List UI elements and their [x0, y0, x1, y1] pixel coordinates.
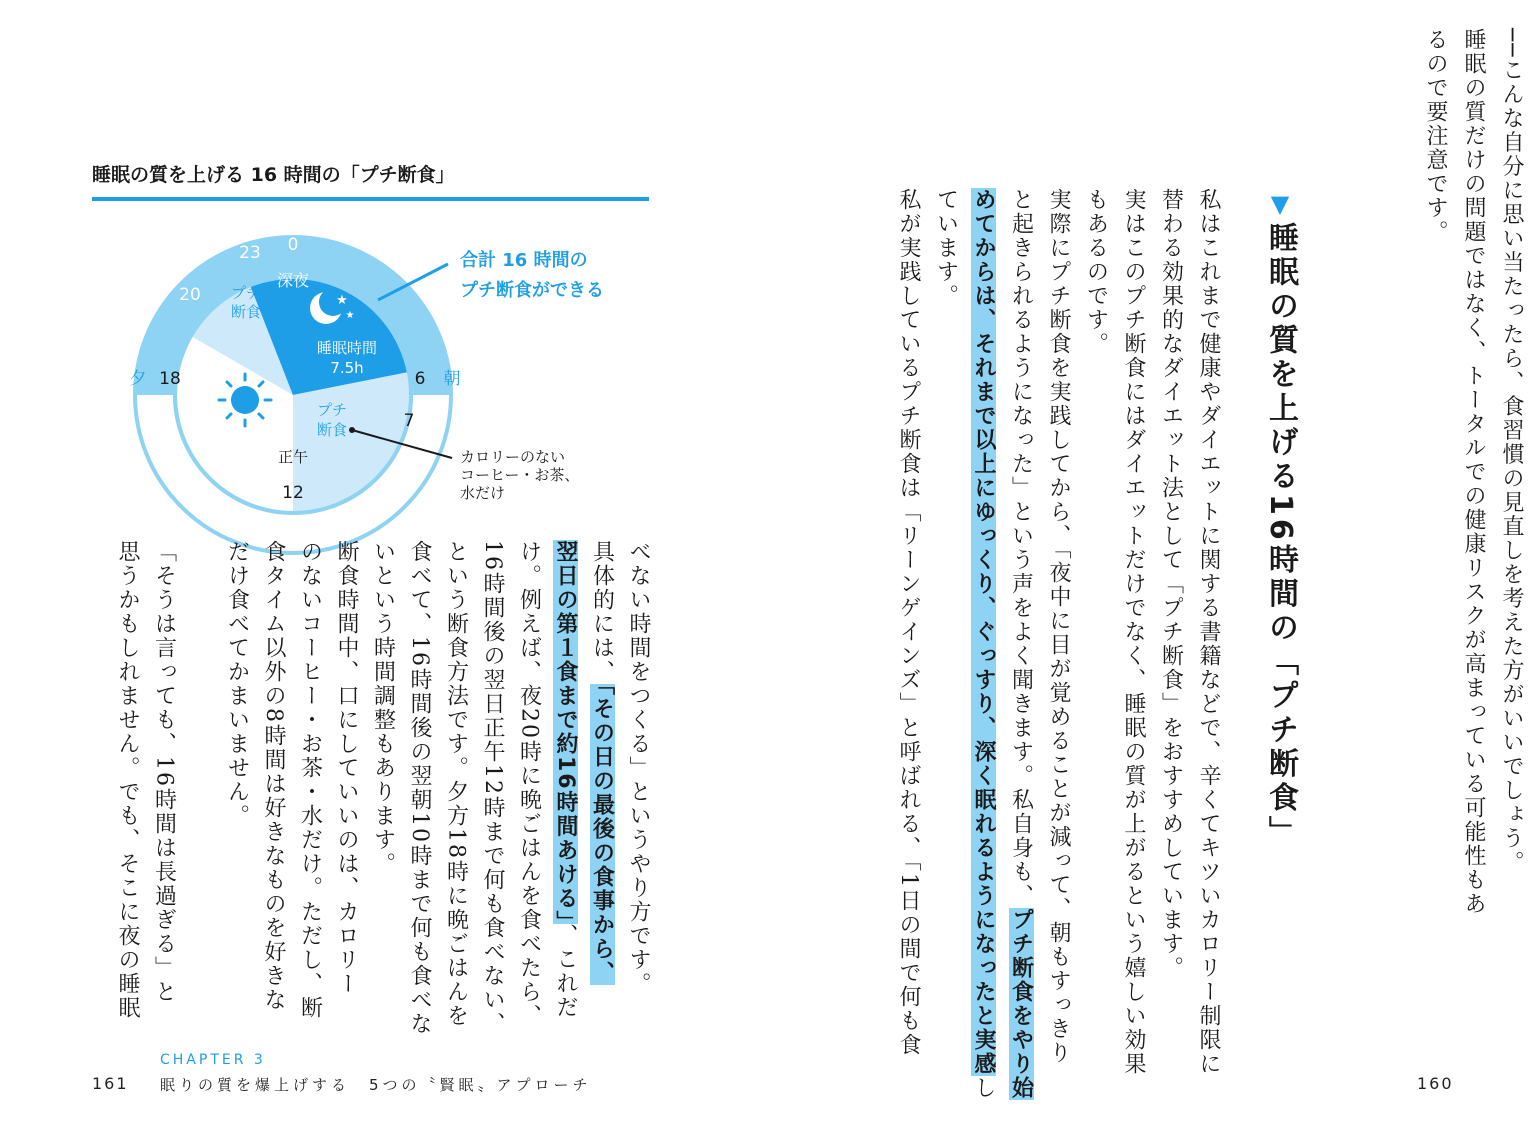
text-column	[584, 540, 620, 985]
text-column	[1190, 188, 1226, 1076]
ring-label-0: 0	[287, 235, 299, 255]
column-text: もあるのです。	[1083, 188, 1109, 356]
column-text: 実はこのプチ断食にはダイエットだけでなく、睡眠の質が上がるという嬉しい効果	[1121, 188, 1146, 1076]
column-text: 16時間後の翌日正午12時まで何も食べない、	[480, 540, 505, 1036]
column-text: 睡眠の質だけの問題ではなく、トータルでの健康リスクが高まっている可能性もあ	[1461, 28, 1486, 916]
text-column	[292, 540, 328, 1020]
segment-label-petit-evening-1: プチ	[230, 284, 262, 302]
column-text: 具体的には、	[589, 540, 615, 684]
text-column	[1493, 28, 1529, 875]
right-page	[767, 0, 1535, 1146]
chapter-label: CHAPTER 3	[160, 1052, 266, 1068]
text-column	[890, 188, 926, 1057]
text-column	[965, 188, 1001, 1100]
segment-label-petit-morning-1: プチ	[316, 401, 348, 419]
label-morning: 朝	[443, 369, 461, 389]
column-text: 食タイム以外の8時間は好きなものを好きな	[261, 540, 286, 1012]
text-column	[620, 540, 656, 996]
segment-label-late-night: 深夜	[276, 271, 310, 290]
text-column	[219, 540, 255, 828]
column-text: 食べて、16時間後の翌朝10時まで何も食べな	[407, 540, 432, 1036]
figure-title: 睡眠の質を上げる 16 時間の「プチ断食」	[92, 164, 455, 186]
column-text: 私はこれまで健康やダイエットに関する書籍などで、辛くてキツいカロリー制限に	[1196, 188, 1221, 1076]
text-column	[1115, 188, 1151, 1076]
segment-label-sleep-2: 7.5h	[330, 359, 364, 377]
callout-total-2: プチ断食ができる	[460, 280, 604, 301]
text-column	[1153, 188, 1189, 980]
ring-label-20: 20	[179, 285, 201, 305]
text-column	[511, 540, 547, 1028]
page-number-left: 161	[92, 1074, 129, 1093]
column-text: いという時間調整もあります。	[370, 540, 396, 876]
callout-total-1: 合計 16 時間の	[460, 250, 588, 271]
highlighted-text: 「その日の最後の食事から、	[589, 684, 615, 985]
segment-label-petit-evening-2: 断食	[230, 303, 262, 321]
column-text: 実際にプチ断食を実践してから、「夜中に目が覚めることが減って、朝もすっきり	[1046, 188, 1071, 1065]
label-evening: 夕	[129, 369, 147, 389]
text-column	[474, 540, 510, 1036]
column-text: け。例えば、夜20時に晩ごはんを食べたら、	[516, 540, 542, 1028]
column-text: ています。	[933, 188, 959, 308]
highlighted-text: 翌日の第１食まで約16時間あける」	[553, 540, 578, 924]
callout-drinks-2: コーヒー・お茶、	[460, 466, 580, 484]
star-icon: ★	[336, 293, 348, 308]
text-column	[146, 540, 182, 1004]
section-heading	[1262, 190, 1298, 850]
column-text: 私が実践しているプチ断食は「リーンゲインズ」と呼ばれる、「1日の間で何も食	[896, 188, 921, 1057]
highlighted-text: めてからは、それまで以上にゆっくり、ぐっすり、深く眠れるようになったと実感	[971, 188, 996, 1076]
column-text: 思うかもしれません。でも、そこに夜の睡眠	[115, 540, 140, 1020]
text-column	[1078, 188, 1114, 356]
callout-drinks-1: カロリーのない	[460, 448, 566, 466]
highlighted-text: プチ断食をやり始	[1008, 908, 1034, 1100]
left-page	[0, 0, 767, 1146]
column-text: べない時間をつくる」というやり方です。	[626, 540, 651, 996]
text-column	[1455, 28, 1491, 916]
star-icon-small: ★	[345, 310, 355, 321]
column-text: だけ食べてかまいません。	[224, 540, 250, 828]
page-number-right: 160	[1417, 1074, 1454, 1093]
triangle-marker-icon: ▼	[1266, 190, 1294, 222]
text-column	[547, 540, 583, 1020]
column-text: と起きられるようになった」という声をよく聞きます。私自身も、	[1008, 188, 1034, 908]
segment-label-petit-morning-2: 断食	[316, 421, 348, 439]
segment-label-noon: 正午	[277, 448, 309, 466]
ring-label-18: 18	[159, 369, 181, 389]
ring-label-6: 6	[414, 369, 426, 389]
column-text: ──こんな自分に思い当たったら、食習慣の見直しを考えた方がいいでしょう。	[1499, 28, 1524, 875]
column-text: 、これだ	[553, 923, 578, 1020]
ring-label-23: 23	[239, 243, 261, 263]
column-text: 替わる効果的なダイエット法として「プチ断食」をおすすめしています。	[1158, 188, 1184, 980]
text-column	[928, 188, 964, 308]
callout-drinks-3: 水だけ	[460, 484, 506, 502]
text-column	[1417, 28, 1453, 244]
column-text: という断食方法です。夕方18時に晩ごはんを	[443, 540, 469, 1028]
text-column	[438, 540, 474, 1028]
column-text: るので要注意です。	[1423, 28, 1448, 244]
text-column	[255, 540, 291, 1012]
text-column	[401, 540, 437, 1036]
section-heading-text: 睡眠の質を上げる16時間の「プチ断食」	[1263, 222, 1298, 850]
text-column	[1003, 188, 1039, 1100]
ring-label-7: 7	[403, 411, 415, 431]
column-text: し	[971, 1076, 996, 1100]
text-column	[328, 540, 364, 996]
column-text: 「そうは言っても、16時間は長過ぎる」と	[151, 540, 177, 1004]
text-column	[109, 540, 145, 1020]
running-head: 眠りの質を爆上げする 5つの〝賢眠〟アプローチ	[160, 1076, 592, 1094]
callout-drinks-dot	[349, 427, 355, 433]
text-column	[1040, 188, 1076, 1065]
segment-label-sleep-1: 睡眠時間	[316, 339, 378, 357]
text-column	[365, 540, 401, 876]
column-text: 断食時間中、口にしていいのは、カロリー	[334, 540, 359, 996]
ring-label-12: 12	[282, 483, 304, 503]
column-text: のないコーヒー・お茶・水だけ。ただし、断	[297, 540, 323, 1020]
